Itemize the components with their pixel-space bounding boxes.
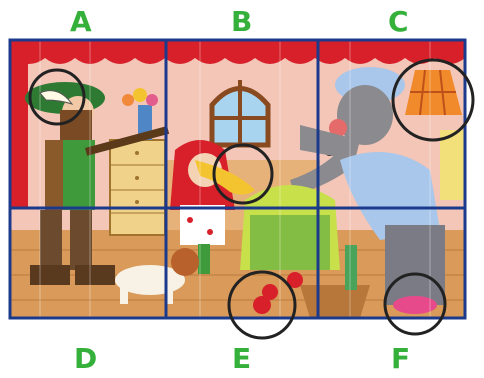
label-c: C [388, 5, 409, 38]
label-a: A [70, 5, 92, 38]
label-b: B [231, 5, 253, 38]
label-e: E [232, 342, 252, 375]
label-f: F [391, 342, 411, 375]
label-d: D [74, 342, 98, 375]
armchair-illustration [240, 185, 340, 270]
